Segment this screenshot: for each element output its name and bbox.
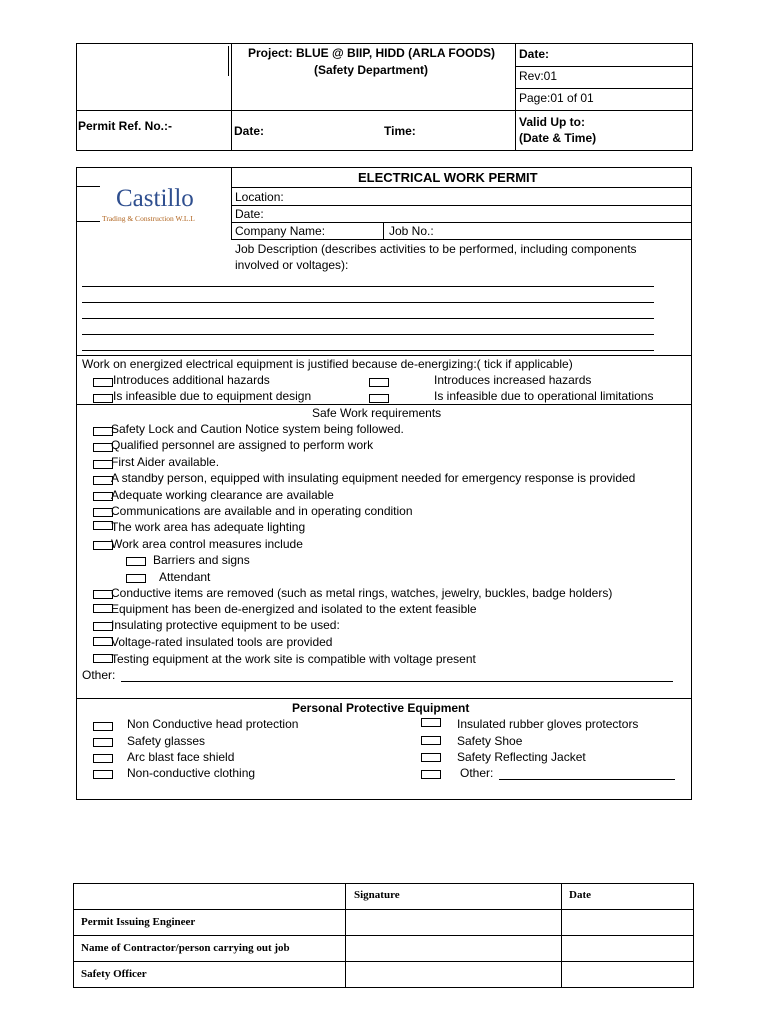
safe-work-item: The work area has adequate lighting xyxy=(111,520,306,534)
job-description-line[interactable] xyxy=(82,318,654,319)
company-name-label: Company Name: xyxy=(235,224,326,238)
ppe-checkbox[interactable] xyxy=(421,718,441,727)
safe-work-item: Voltage-rated insulated tools are provided xyxy=(111,635,333,649)
safe-work-checkbox[interactable] xyxy=(93,541,113,550)
safe-work-item: First Aider available. xyxy=(111,455,220,469)
ppe-checkbox[interactable] xyxy=(93,722,113,731)
logo-tagline: Trading & Construction W.L.L xyxy=(102,214,195,223)
safe-work-checkbox[interactable] xyxy=(93,590,113,599)
permit-ref-label: Permit Ref. No.:- xyxy=(78,119,173,133)
safe-work-item: Testing equipment at the work site is compatible with voltage present xyxy=(111,652,476,666)
control-measure-item: Barriers and signs xyxy=(153,553,250,567)
valid-date-time-label: (Date & Time) xyxy=(519,131,597,145)
ppe-item: Non-conductive clothing xyxy=(127,766,256,780)
signoff-row-label: Name of Contractor/person carrying out job xyxy=(81,942,290,954)
safe-work-item: Qualified personnel are assigned to perform work xyxy=(111,438,374,452)
header-divider xyxy=(515,88,693,89)
justification-option: Is infeasible due to operational limitations xyxy=(434,389,654,403)
company-logo xyxy=(100,185,210,227)
job-description-line[interactable] xyxy=(82,286,654,287)
logo-rule xyxy=(76,221,100,222)
safe-work-other-label: Other: xyxy=(82,668,116,682)
safe-work-checkbox[interactable] xyxy=(93,654,113,663)
safe-work-item: Insulating protective equipment to be used: xyxy=(111,618,340,632)
ppe-other-line[interactable] xyxy=(499,779,675,780)
section-divider xyxy=(76,698,692,699)
ppe-item: Safety Reflecting Jacket xyxy=(457,750,586,764)
safe-work-checkbox[interactable] xyxy=(93,460,113,469)
ppe-item: Other: xyxy=(460,766,494,780)
safe-work-checkbox[interactable] xyxy=(93,492,113,501)
safe-work-item: Safety Lock and Caution Notice system being followed. xyxy=(111,422,404,436)
signature-cell[interactable] xyxy=(346,962,560,987)
safe-work-other-line[interactable] xyxy=(121,681,673,682)
date-column-header: Date xyxy=(569,889,591,901)
header-rev: Rev:01 xyxy=(519,69,558,83)
info-divider xyxy=(231,222,692,223)
permit-title: ELECTRICAL WORK PERMIT xyxy=(358,170,538,185)
project-title: Project: BLUE @ BIIP, HIDD (ARLA FOODS) xyxy=(248,46,496,60)
department-title: (Safety Department) xyxy=(314,63,429,77)
info-divider xyxy=(231,205,692,206)
header-date2-label: Date: xyxy=(234,124,265,138)
ppe-item: Non Conductive head protection xyxy=(127,717,299,731)
signature-cell[interactable] xyxy=(346,936,560,961)
job-description-line[interactable] xyxy=(82,350,654,351)
location-label: Location: xyxy=(235,190,284,204)
info-divider xyxy=(231,167,232,239)
safe-work-item: Adequate working clearance are available xyxy=(111,488,334,502)
job-no-label: Job No.: xyxy=(389,224,434,238)
ppe-checkbox[interactable] xyxy=(421,736,441,745)
ppe-checkbox[interactable] xyxy=(421,753,441,762)
date-cell[interactable] xyxy=(562,962,693,987)
justification-checkbox[interactable] xyxy=(369,378,389,387)
header-divider xyxy=(228,46,229,76)
safe-work-item: Conductive items are removed (such as metal rings, watches, jewelry, buckles, badge holders) xyxy=(111,586,613,600)
header-divider xyxy=(515,43,516,151)
safe-work-checkbox[interactable] xyxy=(93,427,113,436)
ppe-checkbox[interactable] xyxy=(421,770,441,779)
ppe-item: Safety glasses xyxy=(127,734,206,748)
signature-cell[interactable] xyxy=(346,910,560,935)
safe-work-item: Communications are available and in operating condition xyxy=(111,504,413,518)
job-description-label: Job Description (describes activities to be performed, including components xyxy=(235,242,637,256)
safe-work-checkbox[interactable] xyxy=(93,637,113,646)
safe-work-checkbox[interactable] xyxy=(93,476,113,485)
safe-work-heading: Safe Work requirements xyxy=(312,406,442,420)
justification-option: Introduces increased hazards xyxy=(434,373,592,387)
safe-work-checkbox[interactable] xyxy=(93,622,113,631)
signoff-row-label: Permit Issuing Engineer xyxy=(81,916,196,928)
date-cell[interactable] xyxy=(562,910,693,935)
justification-checkbox[interactable] xyxy=(369,394,389,403)
info-divider xyxy=(383,222,384,239)
header-time-label: Time: xyxy=(384,124,416,138)
header-page: Page:01 of 01 xyxy=(519,91,594,105)
ppe-heading: Personal Protective Equipment xyxy=(292,701,470,715)
header-divider xyxy=(76,110,693,111)
justification-checkbox[interactable] xyxy=(93,378,113,387)
date-cell[interactable] xyxy=(562,936,693,961)
valid-up-to-label: Valid Up to: xyxy=(519,115,585,129)
ppe-item: Insulated rubber gloves protectors xyxy=(457,717,639,731)
justification-heading: Work on energized electrical equipment is justified because de-energizing:( tick if applicable) xyxy=(82,357,573,371)
signature-column-header: Signature xyxy=(354,889,400,901)
header-date-label: Date: xyxy=(519,47,550,61)
logo-rule xyxy=(76,186,100,187)
safe-work-item: Work area control measures include xyxy=(111,537,303,551)
job-description-label-2: involved or voltages): xyxy=(235,258,349,272)
permit-date-label: Date: xyxy=(235,207,264,221)
info-divider xyxy=(231,239,692,240)
ppe-item: Arc blast face shield xyxy=(127,750,235,764)
section-divider xyxy=(76,404,692,405)
justification-checkbox[interactable] xyxy=(93,394,113,403)
safe-work-checkbox[interactable] xyxy=(93,604,113,613)
ppe-checkbox[interactable] xyxy=(93,738,113,747)
logo-name: Castillo xyxy=(116,185,194,212)
safe-work-item: A standby person, equipped with insulating equipment needed for emergency response is provided xyxy=(111,471,636,485)
justification-option: Introduces additional hazards xyxy=(113,373,270,387)
ppe-checkbox[interactable] xyxy=(93,770,113,779)
header-divider xyxy=(515,66,693,67)
control-measure-item: Attendant xyxy=(159,570,211,584)
safe-work-checkbox[interactable] xyxy=(93,443,113,452)
section-divider xyxy=(76,355,692,356)
safe-work-checkbox[interactable] xyxy=(93,521,113,530)
signoff-row-label: Safety Officer xyxy=(81,968,147,980)
job-description-line[interactable] xyxy=(82,302,654,303)
header-divider xyxy=(231,43,232,151)
ppe-item: Safety Shoe xyxy=(457,734,523,748)
info-divider xyxy=(231,187,692,188)
justification-option: Is infeasible due to equipment design xyxy=(113,389,312,403)
safe-work-checkbox[interactable] xyxy=(93,508,113,517)
safe-work-item: Equipment has been de-energized and isolated to the extent feasible xyxy=(111,602,477,616)
control-measure-checkbox[interactable] xyxy=(126,557,146,566)
job-description-line[interactable] xyxy=(82,334,654,335)
control-measure-checkbox[interactable] xyxy=(126,574,146,583)
ppe-checkbox[interactable] xyxy=(93,754,113,763)
